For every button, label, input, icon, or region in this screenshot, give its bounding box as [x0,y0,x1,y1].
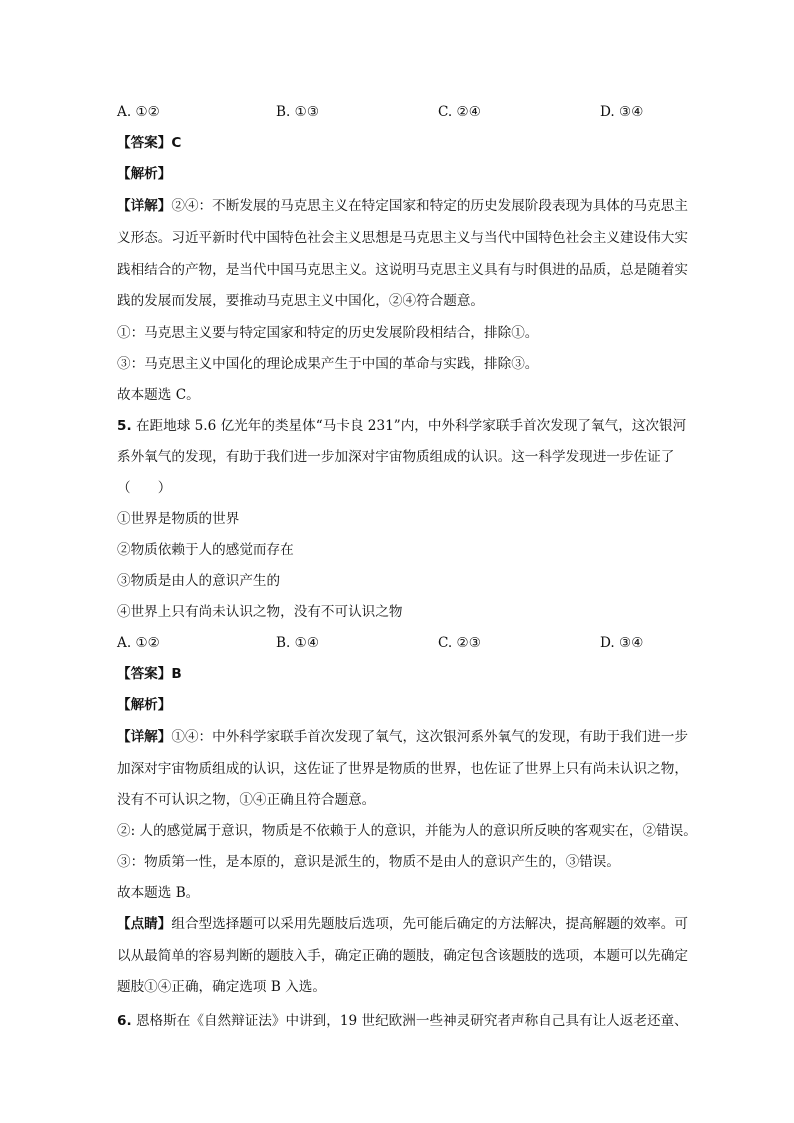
q4-conclusion: 故本题选 C。 [117,387,200,403]
q4-option-b: B. ①③ [276,104,320,120]
q5-conclusion: 故本题选 B。 [117,885,200,901]
q5-tip-line: 以从最简单的容易判断的题肢入手，确定正确的题肢，确定包含该题肢的选项，本题可以先确定 [117,948,688,964]
answer-label: 【答案】 [117,666,172,682]
answer-value: C [171,135,182,151]
q5-detail-line: 【详解】①④：中外科学家联手首次发现了氧气，这次银河系外氧气的发现，有助于我们进一步 [117,729,688,745]
q5-stem-bracket: （ ） [117,480,172,496]
q5-exclusion: ③：物质第一性，是本原的，意识是派生的，物质不是由人的意识产生的，③错误。 [117,854,620,870]
q5-detail-line: 加深对宇宙物质组成的认识，这佐证了世界是物质的世界，也佐证了世界上只有尚未认识之物， [117,761,688,777]
q6-stem: 6. 恩格斯在《自然辩证法》中讲到，19 世纪欧洲一些神灵研究者声称自己具有让人返老还童、 [117,1013,688,1029]
q4-option-c: C. ②④ [438,104,481,120]
q4-exclusion: ③：马克思主义中国化的理论成果产生于中国的革命与实践，排除③。 [117,356,539,372]
tip-label: 【点睛】 [117,916,172,932]
q4-detail-line: 践的发展而发展，要推动马克思主义中国化，②④符合题意。 [117,293,485,309]
q4-analysis-label: 【解析】 [117,166,172,182]
question-number: 5. [117,418,132,434]
q4-detail-line: 【详解】②④：不断发展的马克思主义在特定国家和特定的历史发展阶段表现为具体的马克思主 [117,198,688,214]
q5-statement: ③物质是由人的意识产生的 [117,573,281,589]
q4-exclusion: ①：马克思主义要与特定国家和特定的历史发展阶段相结合，排除①。 [117,325,539,341]
q5-statement: ①世界是物质的世界 [117,511,240,527]
q5-option-b: B. ①④ [276,635,320,651]
q4-detail-line: 践相结合的产物，是当代中国马克思主义。这说明马克思主义具有与时俱进的品质，总是随着实 [117,262,688,278]
q5-statement: ②物质依赖于人的感觉而存在 [117,542,294,558]
q5-tip-line: 【点睛】组合型选择题可以采用先题肢后选项，先可能后确定的方法解决，提高解题的效率。可 [117,916,688,932]
answer-value: B [171,666,182,682]
q4-detail-line: 义形态。习近平新时代中国特色社会主义思想是马克思主义与当代中国特色社会主义建设伟大实 [117,230,688,246]
q5-tip-line: 题肢①④正确，确定选项 B 入选。 [117,979,326,995]
q5-option-a: A. ①② [117,635,160,651]
q5-statement: ④世界上只有尚未认识之物，没有不可认识之物 [117,604,403,620]
question-number: 6. [117,1013,132,1029]
q5-stem: 5. 在距地球 5.6 亿光年的类星体“马卡良 231”内，中外科学家联手首次发现了氧气，这次银河 [117,418,687,434]
detail-label: 【详解】 [117,729,172,745]
q5-option-c: C. ②③ [438,635,481,651]
q5-detail-line: 没有不可认识之物，①④正确且符合题意。 [117,792,376,808]
q5-option-d: D. ③④ [600,635,644,651]
detail-label: 【详解】 [117,198,172,214]
q5-exclusion: ②: 人的感觉属于意识，物质是不依赖于人的意识，并能为人的意识所反映的客观实在，②错误。 [117,823,697,839]
answer-label: 【答案】 [117,135,172,151]
q5-analysis-label: 【解析】 [117,697,172,713]
q5-answer [117,664,707,684]
q4-option-d: D. ③④ [600,104,644,120]
q4-answer [117,133,707,153]
q4-option-a: A. ①② [117,104,160,120]
q5-stem: 系外氧气的发现，有助于我们进一步加深对宇宙物质组成的认识。这一科学发现进一步佐证了 [117,449,675,465]
